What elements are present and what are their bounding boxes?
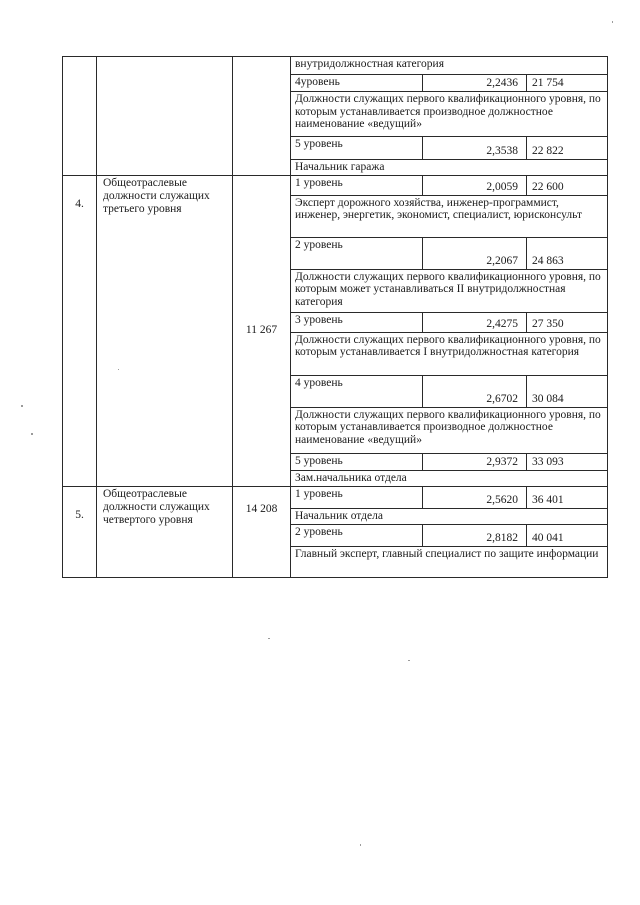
level-label: 1 уровень xyxy=(291,175,423,195)
coefficient-value: 2,3538 xyxy=(423,137,527,160)
position-description: Должности служащих первого квалификационного уровня, по которым устанавливается производное должностное наименование «ведущий» xyxy=(291,92,608,137)
scan-speck xyxy=(21,405,23,407)
number-cell xyxy=(63,57,97,176)
level-label: 5 уровень xyxy=(291,137,423,160)
scan-speck xyxy=(268,638,270,639)
table-row xyxy=(63,175,608,195)
position-description: Должности служащих первого квалификационного уровня, по которым устанавливается I внутридолжностная категория xyxy=(291,332,608,375)
table-row xyxy=(63,57,608,75)
coefficient-value: 2,5620 xyxy=(423,486,527,508)
salary-value: 21 754 xyxy=(527,75,608,92)
salary-value: 22 600 xyxy=(527,175,608,195)
position-description: Начальник отдела xyxy=(291,508,608,524)
position-description: Зам.начальника отдела xyxy=(291,470,608,486)
salary-value: 30 084 xyxy=(527,375,608,407)
position-description: Эксперт дорожного хозяйства, инженер-программист, инженер, энергетик, экономист, специалист, юрисконсульт xyxy=(291,195,608,237)
level-label: 1 уровень xyxy=(291,486,423,508)
position-description: Главный эксперт, главный специалист по защите информации xyxy=(291,546,608,577)
group-title: Общеотраслевые должности служащих четвертого уровня xyxy=(97,486,233,577)
salary-table xyxy=(62,56,608,578)
base-salary: 14 208 xyxy=(233,486,291,577)
coefficient-value: 2,9372 xyxy=(423,453,527,470)
group-number: 4. xyxy=(63,175,97,486)
base-salary: 11 267 xyxy=(233,175,291,486)
table-row xyxy=(63,486,608,508)
coefficient-value: 2,2436 xyxy=(423,75,527,92)
scan-speck xyxy=(612,21,613,23)
position-description: Начальник гаража xyxy=(291,160,608,176)
coefficient-value: 2,2067 xyxy=(423,237,527,269)
coefficient-value: 2,6702 xyxy=(423,375,527,407)
position-description: Должности служащих первого квалификационного уровня, по которым устанавливается производное должностное наименование «ведущий» xyxy=(291,407,608,453)
scan-speck xyxy=(31,433,33,435)
salary-value: 33 093 xyxy=(527,453,608,470)
salary-value: 40 041 xyxy=(527,524,608,546)
coefficient-value: 2,0059 xyxy=(423,175,527,195)
group-number: 5. xyxy=(63,486,97,577)
coefficient-value: 2,8182 xyxy=(423,524,527,546)
scan-speck xyxy=(360,844,361,846)
scan-speck xyxy=(118,369,119,370)
level-label: 3 уровень xyxy=(291,312,423,332)
level-label: 2 уровень xyxy=(291,524,423,546)
group-title: Общеотраслевые должности служащих третьего уровня xyxy=(97,175,233,486)
level-label: 2 уровень xyxy=(291,237,423,269)
coefficient-value: 2,4275 xyxy=(423,312,527,332)
salary-value: 36 401 xyxy=(527,486,608,508)
scan-speck xyxy=(408,660,410,661)
level-label: 4 уровень xyxy=(291,375,423,407)
base-salary-cell xyxy=(233,57,291,176)
salary-value: 24 863 xyxy=(527,237,608,269)
position-description: Должности служащих первого квалификационного уровня, по которым может устанавливаться II внутридолжностная категория xyxy=(291,269,608,312)
level-label: 5 уровень xyxy=(291,453,423,470)
salary-value: 27 350 xyxy=(527,312,608,332)
salary-value: 22 822 xyxy=(527,137,608,160)
level-label: 4уровень xyxy=(291,75,423,92)
group-cell xyxy=(97,57,233,176)
position-description: внутридолжностная категория xyxy=(291,57,608,75)
